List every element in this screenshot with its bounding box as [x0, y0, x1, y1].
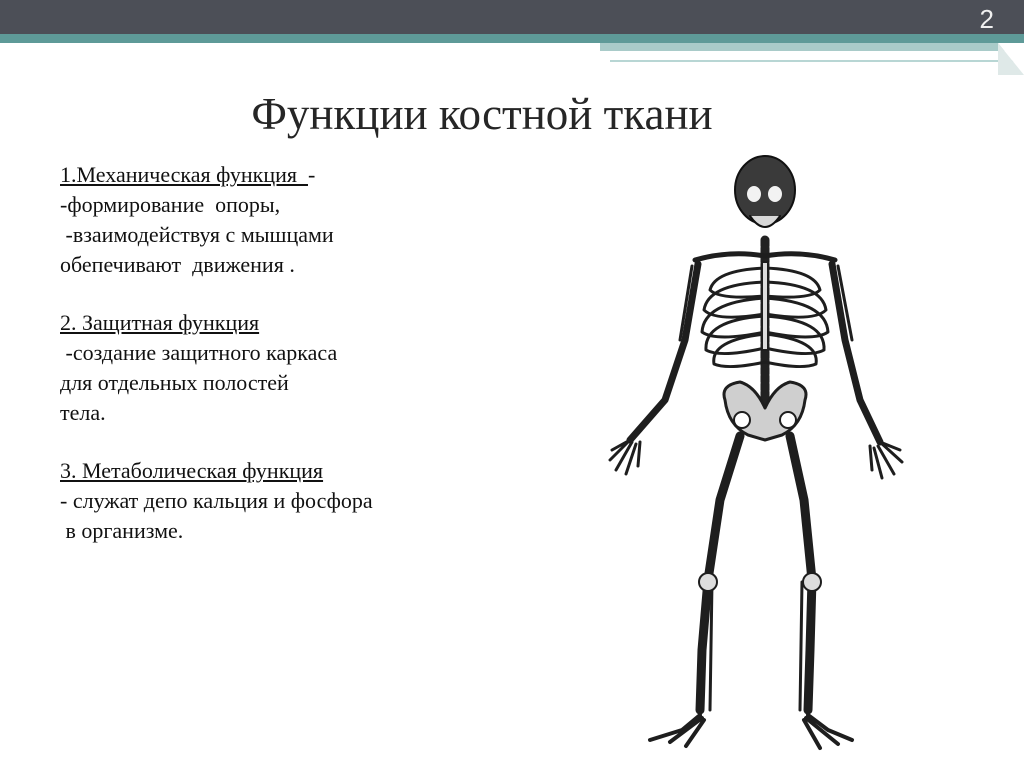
section-metabolic	[60, 456, 490, 546]
slide-title: Функции костной ткани	[251, 89, 713, 139]
slide-number: 2	[979, 4, 994, 34]
header-band	[0, 0, 1024, 34]
accent-strip-light	[600, 43, 1024, 51]
section-line: -создание защитного каркаса	[60, 340, 338, 365]
section-protective	[60, 308, 490, 428]
section-line: -формирование опоры,	[60, 192, 281, 217]
section-heading-suffix: -	[307, 162, 316, 187]
functions-list	[60, 160, 490, 546]
section-line: тела.	[60, 400, 106, 425]
section-mechanical	[60, 160, 490, 280]
section-heading: 2. Защитная функция	[60, 310, 260, 335]
accent-line	[610, 60, 1024, 62]
section-heading: 3. Метаболическая функция	[60, 458, 324, 483]
human-skeleton-illustration	[590, 150, 930, 760]
page-fold-icon	[998, 43, 1024, 75]
section-line: обепечивают движения .	[60, 252, 295, 277]
section-line: в организме.	[60, 518, 184, 543]
section-heading: 1.Механическая функция	[60, 162, 308, 187]
accent-strip	[0, 34, 1024, 43]
section-line: -взаимодействуя с мышцами	[60, 222, 334, 247]
section-line: - служат депо кальция и фосфора	[60, 488, 373, 513]
section-line: для отдельных полостей	[60, 370, 289, 395]
